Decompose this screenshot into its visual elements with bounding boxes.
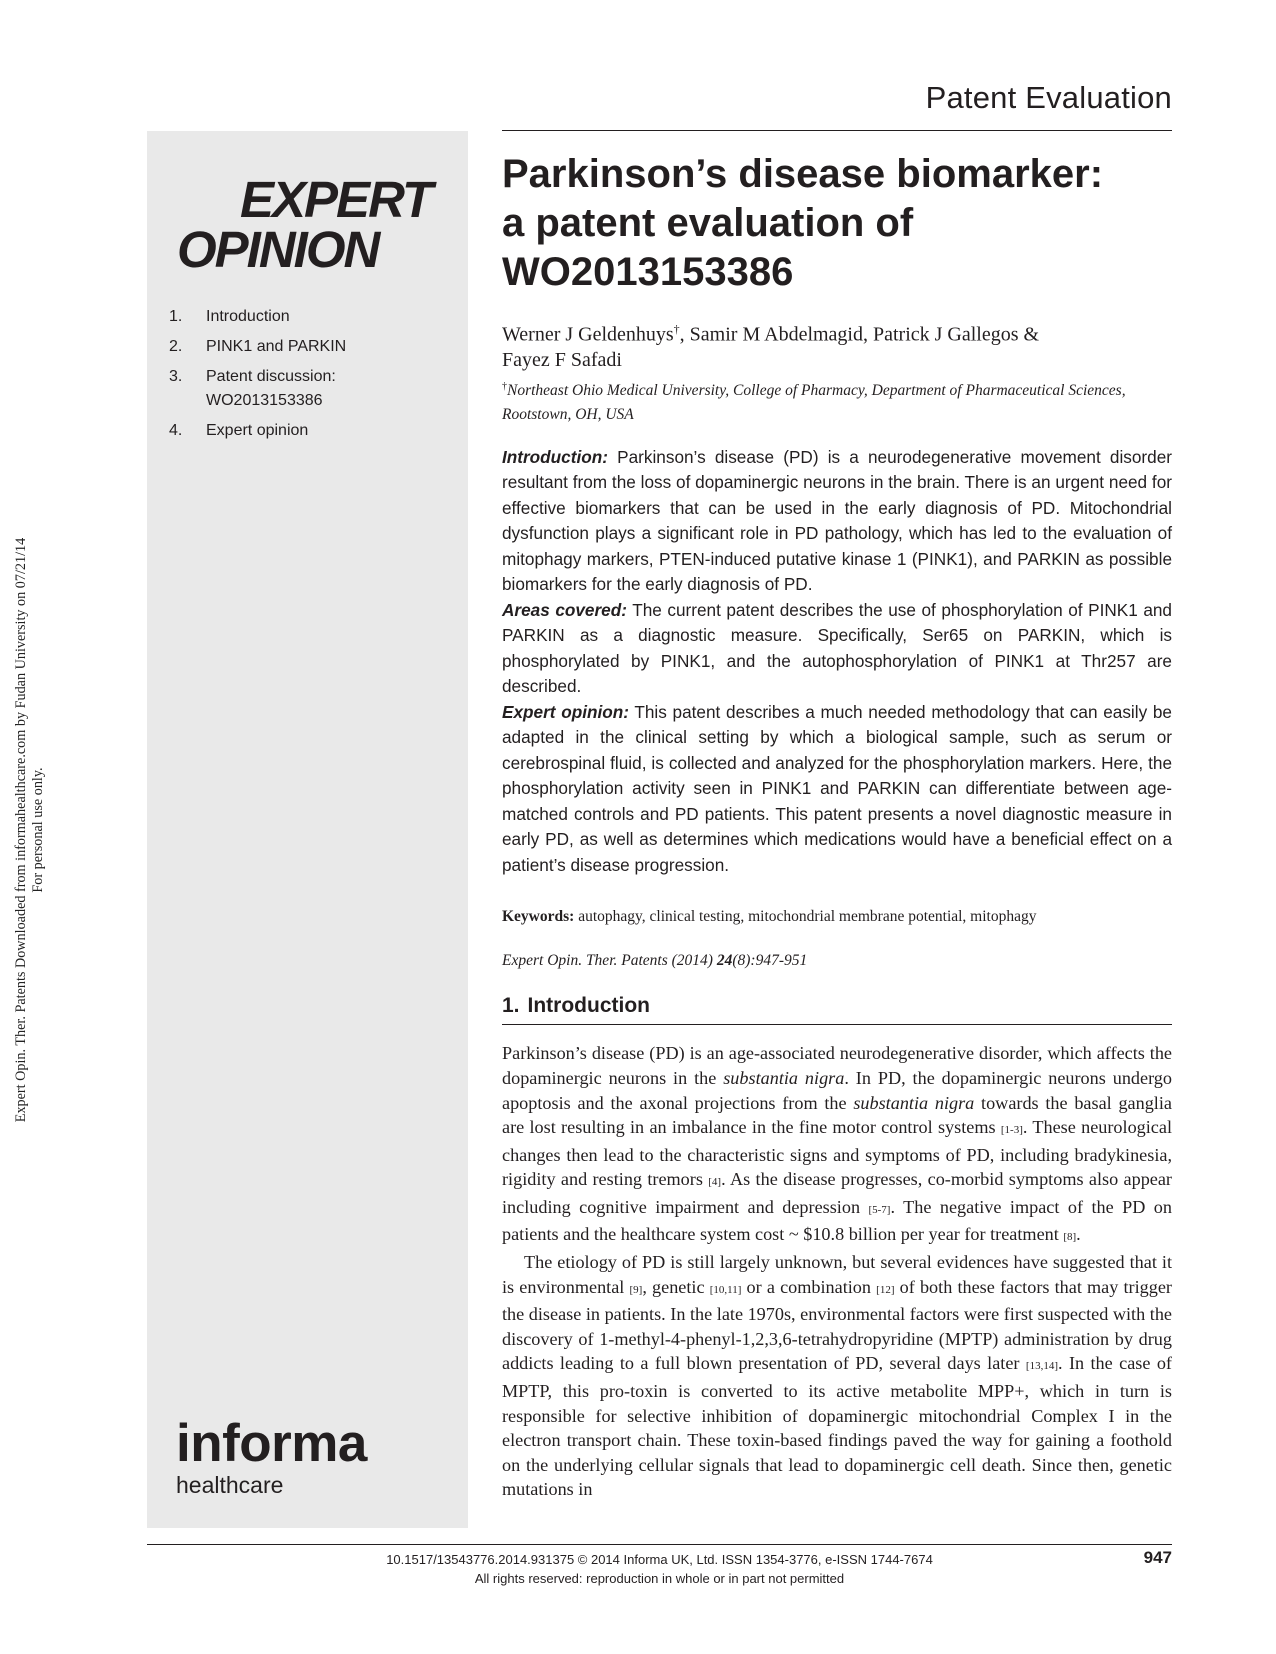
footer-doi: 10.1517/13543776.2014.931375 © 2014 Informa UK, Ltd. ISSN 1354-3776, e-ISSN 1744-7674	[386, 1552, 933, 1567]
text-run: . As the disease progresses, co-morbid symptoms also appear including cognitive impairment and depression	[502, 1169, 1172, 1217]
toc-item-pink1-parkin[interactable]	[169, 335, 459, 359]
reference-link[interactable]: [1-3]	[1000, 1124, 1023, 1137]
affiliation-mark: †	[502, 380, 507, 392]
keywords-label: Keywords:	[502, 908, 575, 926]
abstract-label: Areas covered:	[502, 599, 627, 620]
body-text	[502, 1041, 1172, 1502]
citation-journal: Expert Opin. Ther. Patents (2014)	[502, 952, 717, 970]
toc-number: 2.	[169, 338, 183, 355]
author-first: Werner J Geldenhuys	[502, 323, 674, 346]
toc-item-expert-opinion[interactable]	[169, 419, 459, 443]
abstract-label: Expert opinion:	[502, 701, 629, 722]
paragraph-2	[502, 1250, 1172, 1502]
footer-rule	[147, 1544, 1172, 1545]
abstract-introduction	[502, 445, 1172, 598]
text-run: of both these factors that may trigger the disease in patients. In the late 1970s, environmental factors were first suspected with the discovery of 1-methyl-4-phenyl-1,2,3,6-tetrahydropyridine (MPTP) administration by drug addicts leading to a full blown presentation of PD, several days later	[502, 1276, 1172, 1374]
table-of-contents	[169, 305, 459, 449]
reference-link[interactable]: [5-7]	[868, 1203, 891, 1216]
page-number: 947	[1143, 1548, 1172, 1567]
publisher-logo	[176, 1414, 367, 1499]
text-run: or a combination	[741, 1276, 877, 1297]
text-run: . In the case of MPTP, this pro-toxin is converted to its active metabolite MPP+, which in turn is responsible for selective inhibition of dopaminergic mitochondrial Complex I in the electron transport chain. These toxin-based findings paved the way for gaining a foothold on the underlying cellular signals that lead to dopaminergic cell death. Since then, genetic mutations in	[502, 1353, 1172, 1500]
toc-number: 3.	[169, 368, 183, 385]
section-number: 1.	[502, 994, 520, 1018]
reference-link[interactable]: [10,11]	[709, 1283, 742, 1296]
author-rest: , Samir M Abdelmagid, Patrick J Gallegos &	[679, 323, 1040, 346]
footer-rights: All rights reserved: reproduction in whole or in part not permitted	[474, 1571, 845, 1586]
toc-item-patent-discussion[interactable]	[169, 365, 459, 413]
publisher-name: informa	[176, 1414, 367, 1473]
toc-number: 1.	[169, 308, 183, 325]
affiliation-text: Northeast Ohio Medical University, College of Pharmacy, Department of Pharmaceutical Sciences, Rootstown, OH, USA	[502, 381, 1126, 423]
sidebar	[147, 131, 468, 1528]
download-watermark	[0, 480, 60, 1180]
citation-volume: 24	[716, 952, 733, 970]
italic-term: substantia nigra	[853, 1092, 975, 1113]
abstract-text: The current patent describes the use of phosphorylation of PINK1 and PARKIN as a diagnostic measure. Specifically, Ser65 on PARKIN, which is phosphorylated by PINK1, and the autophosphorylation of PINK1 at Thr257 are described.	[502, 599, 1172, 697]
journal-citation	[502, 950, 1172, 972]
toc-label: Patent discussion: WO2013153386	[206, 368, 336, 409]
toc-label: Introduction	[206, 308, 290, 325]
author-list	[502, 317, 1172, 373]
abstract-text: Parkinson’s disease (PD) is a neurodegenerative movement disorder resultant from the loss of dopaminergic neurons in the brain. There is an urgent need for effective biomarkers that can be used in the early diagnosis of PD. Mitochondrial dysfunction plays a significant role in PD pathology, which has led to the evaluation of mitophagy markers, PTEN-induced putative kinase 1 (PINK1), and PARKIN as possible biomarkers for the early diagnosis of PD.	[502, 446, 1172, 595]
reference-link[interactable]: [4]	[708, 1176, 722, 1189]
abstract-expert-opinion	[502, 700, 1172, 879]
section-heading-introduction	[502, 992, 1172, 1025]
text-run: , genetic	[642, 1276, 710, 1297]
abstract-areas-covered	[502, 598, 1172, 700]
keywords-list: autophagy, clinical testing, mitochondrial membrane potential, mitophagy	[574, 908, 1037, 926]
reference-link[interactable]: [8]	[1063, 1231, 1077, 1244]
toc-item-introduction[interactable]	[169, 305, 459, 329]
watermark-line-2: For personal use only.	[30, 767, 46, 893]
header-rule	[502, 130, 1172, 131]
logo-line-2: OPINION	[177, 221, 379, 278]
reference-link[interactable]: [13,14]	[1025, 1360, 1058, 1373]
toc-label: Expert opinion	[206, 422, 309, 439]
text-run: The etiology of PD is still largely unknown, but several evidences have suggested that it is environmental	[502, 1252, 1172, 1297]
abstract-text: This patent describes a much needed methodology that can easily be adapted in the clinical setting by which a biological sample, such as serum or cerebrospinal fluid, is collected and analyzed for the phosphorylation markers. Here, the phosphorylation activity seen in PINK1 and PARKIN can differentiate between age-matched controls and PD patients. This patent presents a novel diagnostic measure in early PD, as well as determines which medications would have a beneficial effect on a patient’s disease progression.	[502, 701, 1172, 875]
paragraph-1	[502, 1041, 1172, 1250]
journal-logo	[177, 171, 432, 278]
reference-link[interactable]: [12]	[876, 1283, 895, 1296]
italic-term: substantia nigra	[723, 1067, 845, 1088]
toc-number: 4.	[169, 422, 183, 439]
watermark-line-1: Expert Opin. Ther. Patents Downloaded from informahealthcare.com by Fudan University on 07/21/14	[13, 537, 29, 1123]
section-label: Patent Evaluation	[925, 80, 1172, 115]
title-line-2: a patent evaluation of	[502, 201, 914, 245]
publisher-subname: healthcare	[176, 1472, 284, 1498]
author-last: Fayez F Safadi	[502, 348, 622, 371]
title-line-3: WO2013153386	[502, 250, 794, 294]
abstract-label: Introduction:	[502, 446, 608, 467]
text-run: .	[1076, 1224, 1081, 1245]
text-run: . The negative impact of the PD on patients and the healthcare system cost ~ $10.8 billion per year for treatment	[502, 1196, 1172, 1245]
article-title	[502, 150, 1172, 297]
article-main	[502, 150, 1172, 1502]
keywords	[502, 906, 1172, 928]
text-run: . These neurological changes then lead to the characteristic signs and symptoms of PD, including bradykinesia, rigidity and resting tremors	[502, 1117, 1173, 1190]
title-line-1: Parkinson’s disease biomarker:	[502, 152, 1104, 196]
citation-pages: (8):947-951	[732, 952, 808, 970]
logo-line-1: EXPERT	[240, 171, 432, 228]
reference-link[interactable]: [9]	[629, 1283, 643, 1296]
text-run: towards the basal ganglia are lost resulting in an imbalance in the fine motor control systems	[502, 1092, 1172, 1138]
abstract	[502, 445, 1172, 879]
toc-label: PINK1 and PARKIN	[206, 338, 347, 355]
affiliation	[502, 375, 1172, 427]
affiliation-mark: †	[673, 322, 680, 336]
text-run: . In PD, the dopaminergic neurons undergo apoptosis and the axonal projections from the	[502, 1067, 1172, 1113]
text-run: Parkinson’s disease (PD) is an age-associated neurodegenerative disorder, which affects the dopaminergic neurons in the	[502, 1043, 1172, 1088]
section-title: Introduction	[527, 994, 650, 1018]
